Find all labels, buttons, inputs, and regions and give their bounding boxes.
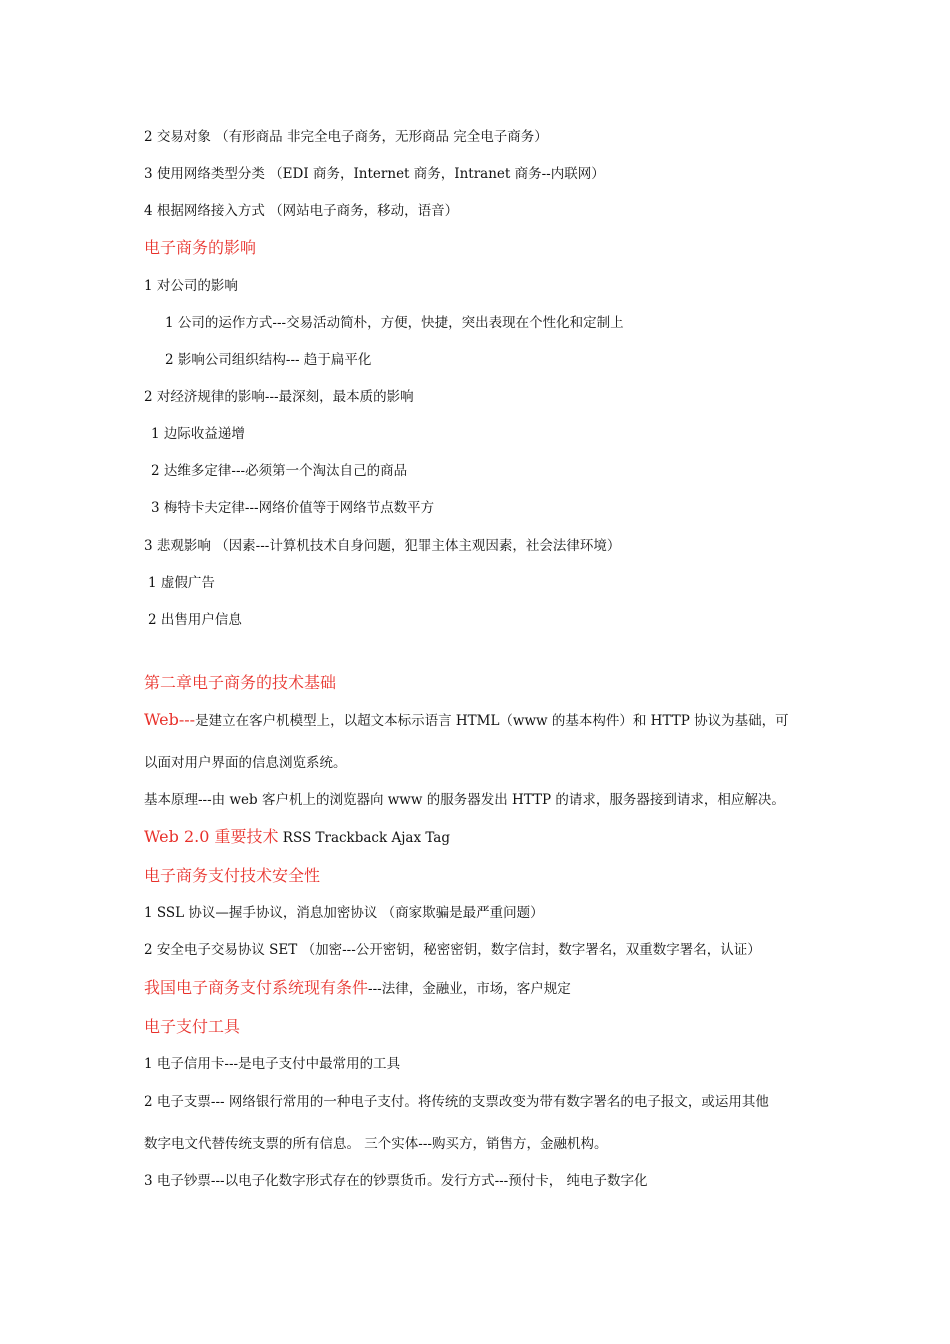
line-text: 3 悲观影响 （因素---计算机技术自身问题，犯罪主体主观因素，社会法律环境） <box>144 538 621 554</box>
line-text: 1 虚假广告 <box>148 575 215 591</box>
text-line <box>151 424 245 444</box>
line-text: 2 安全电子交易协议 SET （加密---公开密钥，秘密密钥，数字信封，数字署名，双重数字署名，认证） <box>144 942 761 958</box>
text-line <box>144 1171 648 1191</box>
text-line <box>144 1092 769 1112</box>
line-text: 2 达维多定律---必须第一个淘汰自己的商品 <box>151 463 408 479</box>
text-line <box>144 387 414 407</box>
line-text: 2 影响公司组织结构--- 趋于扁平化 <box>165 352 372 368</box>
line-text: 3 梅特卡夫定律---网络价值等于网络节点数平方 <box>151 500 435 516</box>
line-text: 3 使用网络类型分类 （EDI 商务，Internet 商务，Intranet 商务--内联网） <box>144 166 605 182</box>
line-text: 1 公司的运作方式---交易活动简朴，方便，快捷，突出表现在个性化和定制上 <box>165 315 624 331</box>
line-text: 1 SSL 协议—握手协议，消息加密协议 （商家欺骗是最严重问题） <box>144 905 544 921</box>
heading-text: 电子商务的影响 <box>144 238 257 257</box>
line-text: 以面对用户界面的信息浏览系统。 <box>144 755 347 771</box>
text-line <box>144 127 548 147</box>
text-line <box>165 350 371 370</box>
text-line <box>144 276 238 296</box>
text-line <box>144 940 761 960</box>
text-line <box>144 827 450 848</box>
text-line <box>148 610 242 630</box>
line-text: 3 电子钞票---以电子化数字形式存在的钞票货币。发行方式---预付卡， 纯电子数字化 <box>144 1173 648 1189</box>
line-text: 1 电子信用卡---是电子支付中最常用的工具 <box>144 1056 401 1072</box>
line-text: 2 对经济规律的影响---最深刻，最本质的影响 <box>144 389 414 405</box>
text-line <box>144 790 785 810</box>
line-text: 数字电文代替传统支票的所有信息。 三个实体---购买方，销售方，金融机构。 <box>144 1136 608 1152</box>
section-heading <box>144 238 256 258</box>
text-line <box>144 201 458 221</box>
line-text: 2 电子支票--- 网络银行常用的一种电子支付。将传统的支票改变为带有数字署名的电子报文，或运用其他 <box>144 1094 769 1110</box>
line-text: 基本原理---由 web 客户机上的浏览器向 www 的服务器发出 HTTP 的请求，服务器接到请求，相应解决。 <box>144 792 785 808</box>
text-line <box>144 753 347 773</box>
heading-text: 电子支付工具 <box>144 1017 241 1036</box>
section-heading <box>144 866 320 886</box>
text-line <box>144 978 571 999</box>
chapter-heading <box>144 673 336 693</box>
text-line <box>144 710 789 731</box>
line-text: 2 交易对象 （有形商品 非完全电子商务，无形商品 完全电子商务） <box>144 129 548 145</box>
term-label: Web 2.0 重要技术 <box>144 827 279 846</box>
heading-text: 第二章电子商务的技术基础 <box>144 673 337 692</box>
line-text: 是建立在客户机模型上，以超文本标示语言 HTML（www 的基本构件）和 HTTP 协议为基础，可 <box>195 713 789 729</box>
line-text: 1 对公司的影响 <box>144 278 238 294</box>
text-line <box>148 573 215 593</box>
text-line <box>151 498 434 518</box>
text-line <box>151 461 407 481</box>
heading-text: 电子商务支付技术安全性 <box>144 866 321 885</box>
line-text: 1 边际收益递增 <box>151 426 245 442</box>
text-line <box>144 536 620 556</box>
section-heading <box>144 1017 240 1037</box>
line-text: 2 出售用户信息 <box>148 612 242 628</box>
line-text: 4 根据网络接入方式 （网站电子商务，移动，语音） <box>144 203 459 219</box>
text-line <box>144 1054 400 1074</box>
text-line <box>144 1134 607 1154</box>
text-line <box>144 903 544 923</box>
term-label: Web--- <box>144 710 196 729</box>
text-line <box>165 313 624 333</box>
line-text: ---法律，金融业，市场，客户规定 <box>368 981 571 997</box>
text-line <box>144 164 605 184</box>
term-label: 我国电子商务支付系统现有条件 <box>144 978 369 997</box>
line-text: RSS Trackback Ajax Tag <box>278 830 450 846</box>
